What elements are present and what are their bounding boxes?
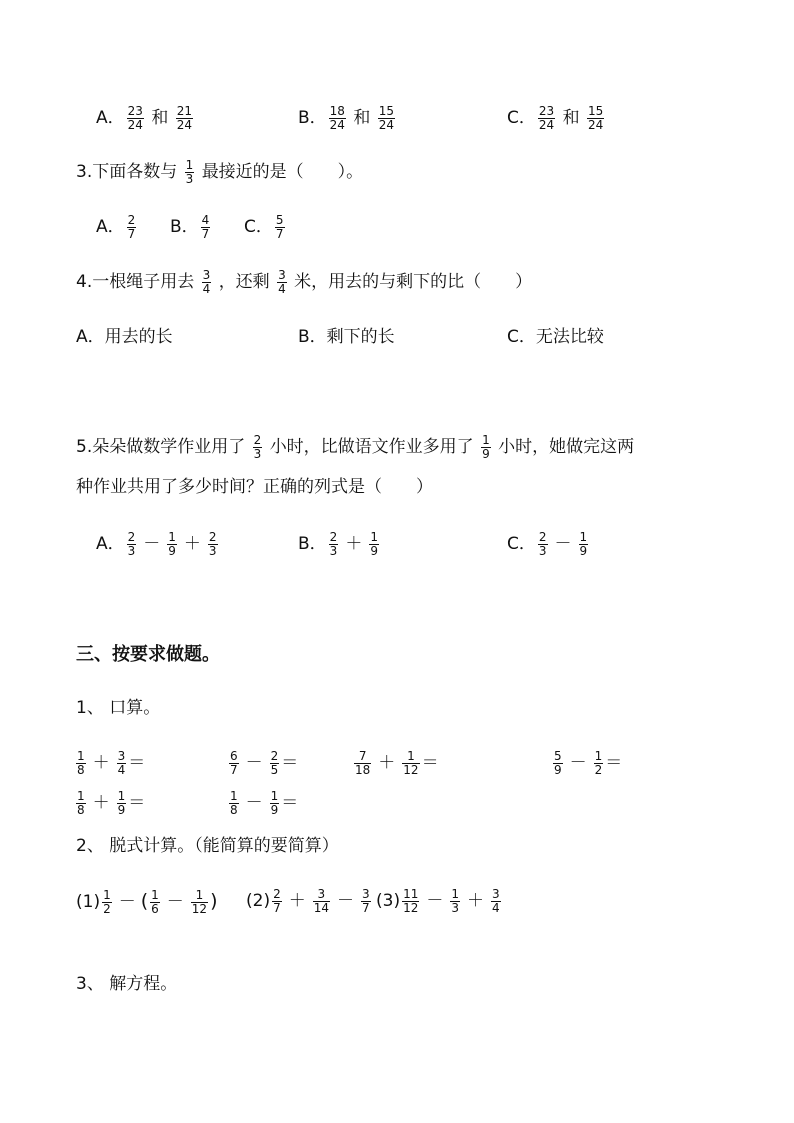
- calc-item-2: (2) $\frac{2}{7}$ ＋ $\frac{3}{14}$ － $\frac{3}{7}$: [246, 886, 370, 915]
- oral-calc-row-1: [0, 743, 794, 783]
- q5-option-b[interactable]: B． $\frac{2}{3}$ ＋ $\frac{1}{9}$: [298, 529, 378, 558]
- fraction: $\frac{1}{9}$: [168, 529, 176, 558]
- fraction: $\frac{1}{9}$: [579, 529, 588, 558]
- fraction: $\frac{18}{24}$: [329, 103, 345, 132]
- oral-calc-heading: 1、 口算。: [76, 698, 161, 718]
- fraction: $\frac{11}{12}$: [403, 886, 419, 915]
- fraction: $\frac{5}{7}$: [275, 212, 284, 241]
- q2-option-c[interactable]: C． $\frac{23}{24}$ 和 $\frac{15}{24}$: [507, 103, 604, 132]
- fraction: $\frac{1}{2}$: [103, 887, 111, 916]
- oral-item: $\frac{7}{18}$ ＋ $\frac{1}{12}$ ＝: [355, 748, 439, 777]
- fraction: $\frac{5}{9}$: [554, 748, 562, 777]
- oral-item: $\frac{1}{8}$ ＋ $\frac{1}{9}$ ＝: [77, 788, 146, 817]
- q4-options-row: [0, 317, 794, 357]
- fraction: $\frac{1}{12}$: [403, 748, 419, 777]
- q5-option-a[interactable]: A． $\frac{2}{3}$ － $\frac{1}{9}$ ＋ $\frac{2}{3}$: [96, 529, 217, 558]
- stepwise-calc-heading-row: [0, 826, 794, 866]
- fraction: $\frac{23}{24}$: [538, 103, 555, 132]
- q3-option-a[interactable]: A． $\frac{2}{7}$: [96, 212, 136, 241]
- q5-options-row: [0, 524, 794, 564]
- question-5-line-2: 种作业共用了多少时间？正确的列式是（ ）: [76, 477, 433, 497]
- fraction: $\frac{15}{24}$: [378, 103, 395, 132]
- fraction: $\frac{3}{4}$: [278, 267, 286, 296]
- question-4: 4.一根绳子用去 $\frac{3}{4}$ ，还剩 $\frac{3}{4}$ 米，用去的与剩下的比（ ）: [76, 267, 533, 296]
- question-5: 5.朵朵做数学作业用了 $\frac{2}{3}$ 小时，比做语文作业多用了 $\frac{1}{9}$ 小时，她做完这两: [76, 432, 635, 461]
- fraction: $\frac{3}{7}$: [362, 886, 370, 915]
- q3-prefix: 3.下面各数与: [76, 162, 178, 182]
- fraction: $\frac{2}{3}$: [127, 529, 136, 558]
- q4-option-c[interactable]: C．无法比较: [507, 327, 604, 347]
- q3-option-c[interactable]: C． $\frac{5}{7}$: [244, 212, 284, 241]
- fraction: $\frac{2}{3}$: [208, 529, 217, 558]
- fraction: $\frac{2}{3}$: [538, 529, 547, 558]
- stepwise-calc-heading: 2、 脱式计算。（能简算的要简算）: [76, 836, 339, 856]
- fraction: $\frac{15}{24}$: [587, 103, 604, 132]
- fraction: $\frac{3}{4}$: [117, 748, 126, 777]
- fraction: $\frac{1}{9}$: [270, 788, 279, 817]
- fraction: $\frac{1}{9}$: [370, 529, 378, 558]
- fraction: $\frac{1}{3}$: [451, 886, 460, 915]
- oral-calc-heading-row: [0, 688, 794, 728]
- q2-option-a[interactable]: A． $\frac{23}{24}$ 和 $\frac{21}{24}$: [96, 103, 193, 132]
- fraction: $\frac{3}{4}$: [492, 886, 500, 915]
- fraction: $\frac{1}{8}$: [77, 788, 85, 817]
- question-3: [0, 152, 794, 192]
- oral-item: $\frac{6}{7}$ － $\frac{2}{5}$ ＝: [230, 748, 299, 777]
- fraction: $\frac{2}{5}$: [270, 748, 279, 777]
- oral-item: $\frac{5}{9}$ － $\frac{1}{2}$ ＝: [554, 748, 623, 777]
- q2-options-row: [0, 98, 794, 138]
- q5-option-c[interactable]: C． $\frac{2}{3}$ － $\frac{1}{9}$: [507, 529, 588, 558]
- q3-option-b[interactable]: B． $\frac{4}{7}$: [170, 212, 210, 241]
- q3-suffix: 最接近的是（ ）。: [201, 162, 364, 182]
- fraction: $\frac{3}{4}$: [202, 267, 211, 296]
- fraction: $\frac{1}{9}$: [482, 432, 490, 461]
- fraction: $\frac{7}{18}$: [355, 748, 371, 777]
- fraction: $\frac{2}{7}$: [273, 886, 281, 915]
- section-3-title: 三、按要求做题。: [76, 644, 220, 665]
- equation-heading: 3、 解方程。: [76, 974, 178, 994]
- calc-item-1: (1) $\frac{1}{2}$ － ( $\frac{1}{6}$ － $\frac{1}{12}$ ): [76, 887, 218, 916]
- calc-item-3: (3) $\frac{11}{12}$ － $\frac{1}{3}$ ＋ $\frac{3}{4}$: [376, 886, 500, 915]
- fraction: $\frac{21}{24}$: [176, 103, 193, 132]
- fraction: $\frac{1}{8}$: [230, 788, 238, 817]
- fraction: $\frac{2}{3}$: [329, 529, 338, 558]
- stepwise-calc-row: [0, 881, 794, 921]
- fraction: $\frac{3}{14}$: [313, 886, 330, 915]
- oral-calc-row-2: [0, 783, 794, 823]
- fraction: $\frac{4}{7}$: [201, 212, 210, 241]
- oral-item: $\frac{1}{8}$ ＋ $\frac{3}{4}$ ＝: [77, 748, 146, 777]
- q4-option-a[interactable]: A．用去的长: [76, 327, 173, 347]
- fraction: $\frac{1}{3}$: [185, 157, 194, 186]
- oral-item: $\frac{1}{8}$ － $\frac{1}{9}$ ＝: [230, 788, 299, 817]
- fraction: $\frac{2}{7}$: [127, 212, 136, 241]
- fraction: $\frac{1}{8}$: [77, 748, 85, 777]
- fraction: $\frac{1}{12}$: [191, 887, 208, 916]
- fraction: $\frac{6}{7}$: [230, 748, 238, 777]
- fraction: $\frac{1}{6}$: [151, 887, 159, 916]
- q3-options-row: [0, 207, 794, 247]
- fraction: $\frac{2}{3}$: [253, 432, 262, 461]
- q4-option-b[interactable]: B．剩下的长: [298, 327, 395, 347]
- fraction: $\frac{1}{2}$: [594, 748, 603, 777]
- fraction: $\frac{23}{24}$: [127, 103, 143, 132]
- fraction: $\frac{1}{9}$: [117, 788, 126, 817]
- equation-heading-row: [0, 964, 794, 1004]
- section-3-title-row: [0, 635, 794, 675]
- q2-option-b[interactable]: B． $\frac{18}{24}$ 和 $\frac{15}{24}$: [298, 103, 395, 132]
